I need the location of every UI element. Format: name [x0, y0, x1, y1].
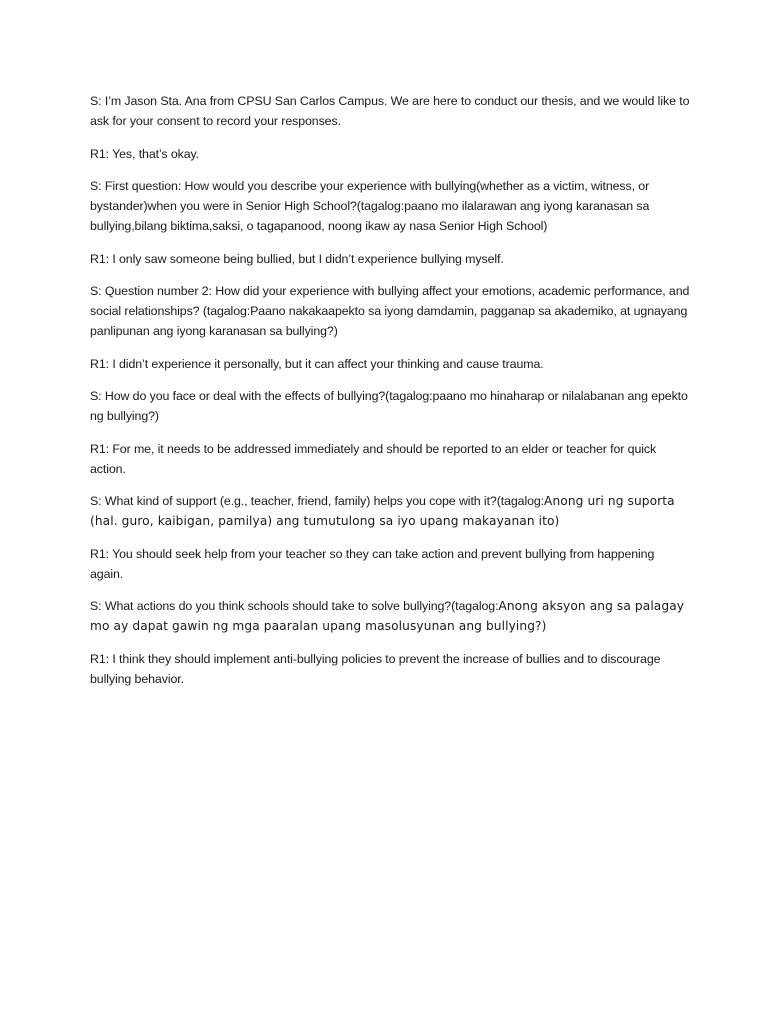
paragraph-question-5 [90, 596, 690, 636]
question-4-english: S: What kind of support (e.g., teacher, friend, family) helps you cope with it?(tagalog: [90, 494, 545, 508]
paragraph-answer-4: R1: You should seek help from your teacher so they can take action and prevent bullying from happening again. [90, 546, 655, 581]
paragraph-answer-1: R1: I only saw someone being bullied, but I didn’t experience bullying myself. [90, 251, 504, 266]
paragraph-answer-5: R1: I think they should implement anti-bullying policies to prevent the increase of bullies and to discourage bullying behavior. [90, 651, 661, 686]
question-5-tagalog: Anong aksyon ang sa palagay mo ay dapat gawin ng mga paaralan upang masolusyunan ang bullying?) [90, 599, 685, 633]
paragraph-question-1: S: First question: How would you describe your experience with bullying(whether as a victim, witness, or bystander)when you were in Senior High School?(tagalog:paano mo ilalarawan ang iyong karanasan sa bullying,bilang biktima,saksi, o tagapanood, noong ikaw ay nasa Senior High School) [90, 179, 650, 233]
document-body [90, 91, 690, 701]
question-4-tagalog: Anong uri ng suporta (hal. guro, kaibigan, pamilya) ang tumutulong sa iyo upang makayanan ito) [90, 494, 675, 528]
paragraph-question-3: S: How do you face or deal with the effects of bullying?(tagalog:paano mo hinaharap or nilalabanan ang epekto ng bullying?) [90, 389, 688, 423]
paragraph-answer-3: R1: For me, it needs to be addressed immediately and should be reported to an elder or teacher for quick action. [90, 441, 657, 476]
paragraph-r1-consent: R1: Yes, that’s okay. [90, 146, 200, 161]
paragraph-answer-2: R1: I didn’t experience it personally, but it can affect your thinking and cause trauma. [90, 356, 544, 371]
question-5-english: S: What actions do you think schools should take to solve bullying?(tagalog: [90, 599, 499, 613]
paragraph-speaker-intro: S: I’m Jason Sta. Ana from CPSU San Carlos Campus. We are here to conduct our thesis, and we would like to ask for your consent to record your responses. [90, 94, 690, 128]
paragraph-question-2: S: Question number 2: How did your experience with bullying affect your emotions, academic performance, and social relationships? (tagalog:Paano nakakaapekto sa iyong damdamin, pagganap sa akademiko, at ugnayang panlipunan ang iyong karanasan sa bullying?) [90, 284, 690, 338]
paragraph-question-4 [90, 491, 690, 531]
